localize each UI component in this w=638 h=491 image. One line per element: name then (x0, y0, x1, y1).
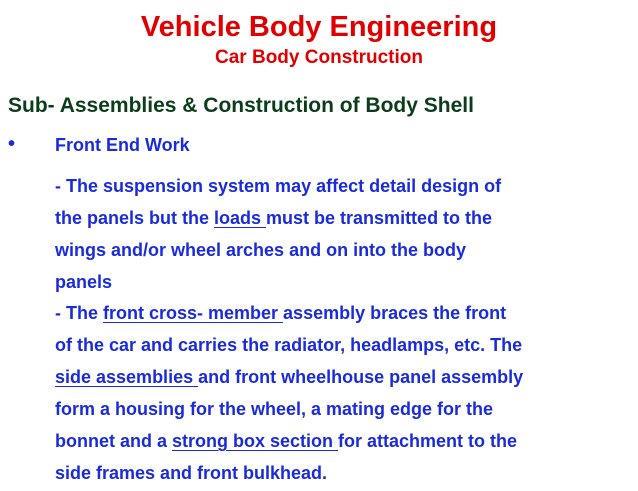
paragraph-line (55, 297, 625, 329)
section-heading: Sub- Assemblies & Construction of Body Shell (8, 94, 474, 117)
bullet-label: Front End Work (55, 135, 190, 155)
paragraph-line (55, 361, 625, 393)
paragraph-line: side frames and front bulkhead. (55, 463, 328, 483)
paragraph-line: of the car and carries the radiator, headlamps, etc. The (55, 335, 523, 355)
text-segment: for attachment to the (338, 431, 518, 451)
side-assemblies-link[interactable]: side assemblies (55, 367, 199, 387)
text-segment: the panels but the (55, 208, 215, 228)
paragraph-line: - The suspension system may affect detail design of (55, 176, 502, 196)
text-segment: - The (55, 303, 103, 323)
front-cross-member-link[interactable]: front cross- member (103, 303, 284, 323)
paragraph-line (55, 425, 625, 457)
text-segment: must be transmitted to the (266, 208, 493, 228)
paragraph-line: wings and/or wheel arches and on into the body (55, 240, 467, 260)
slide-title: Vehicle Body Engineering (140, 11, 498, 43)
paragraph-front-cross-member (55, 297, 625, 489)
paragraph-suspension (55, 170, 625, 298)
strong-box-section-link[interactable]: strong box section (172, 431, 339, 451)
text-segment: assembly braces the front (283, 303, 507, 323)
slide-subtitle: Car Body Construction (215, 47, 423, 68)
paragraph-line: panels (55, 272, 113, 292)
bullet-icon: • (8, 133, 16, 155)
text-segment: and front wheelhouse panel assembly (198, 367, 524, 387)
paragraph-line: form a housing for the wheel, a mating edge for the (55, 399, 494, 419)
paragraph-line (55, 202, 625, 234)
text-segment: bonnet and a (55, 431, 172, 451)
loads-link[interactable]: loads (214, 208, 267, 228)
